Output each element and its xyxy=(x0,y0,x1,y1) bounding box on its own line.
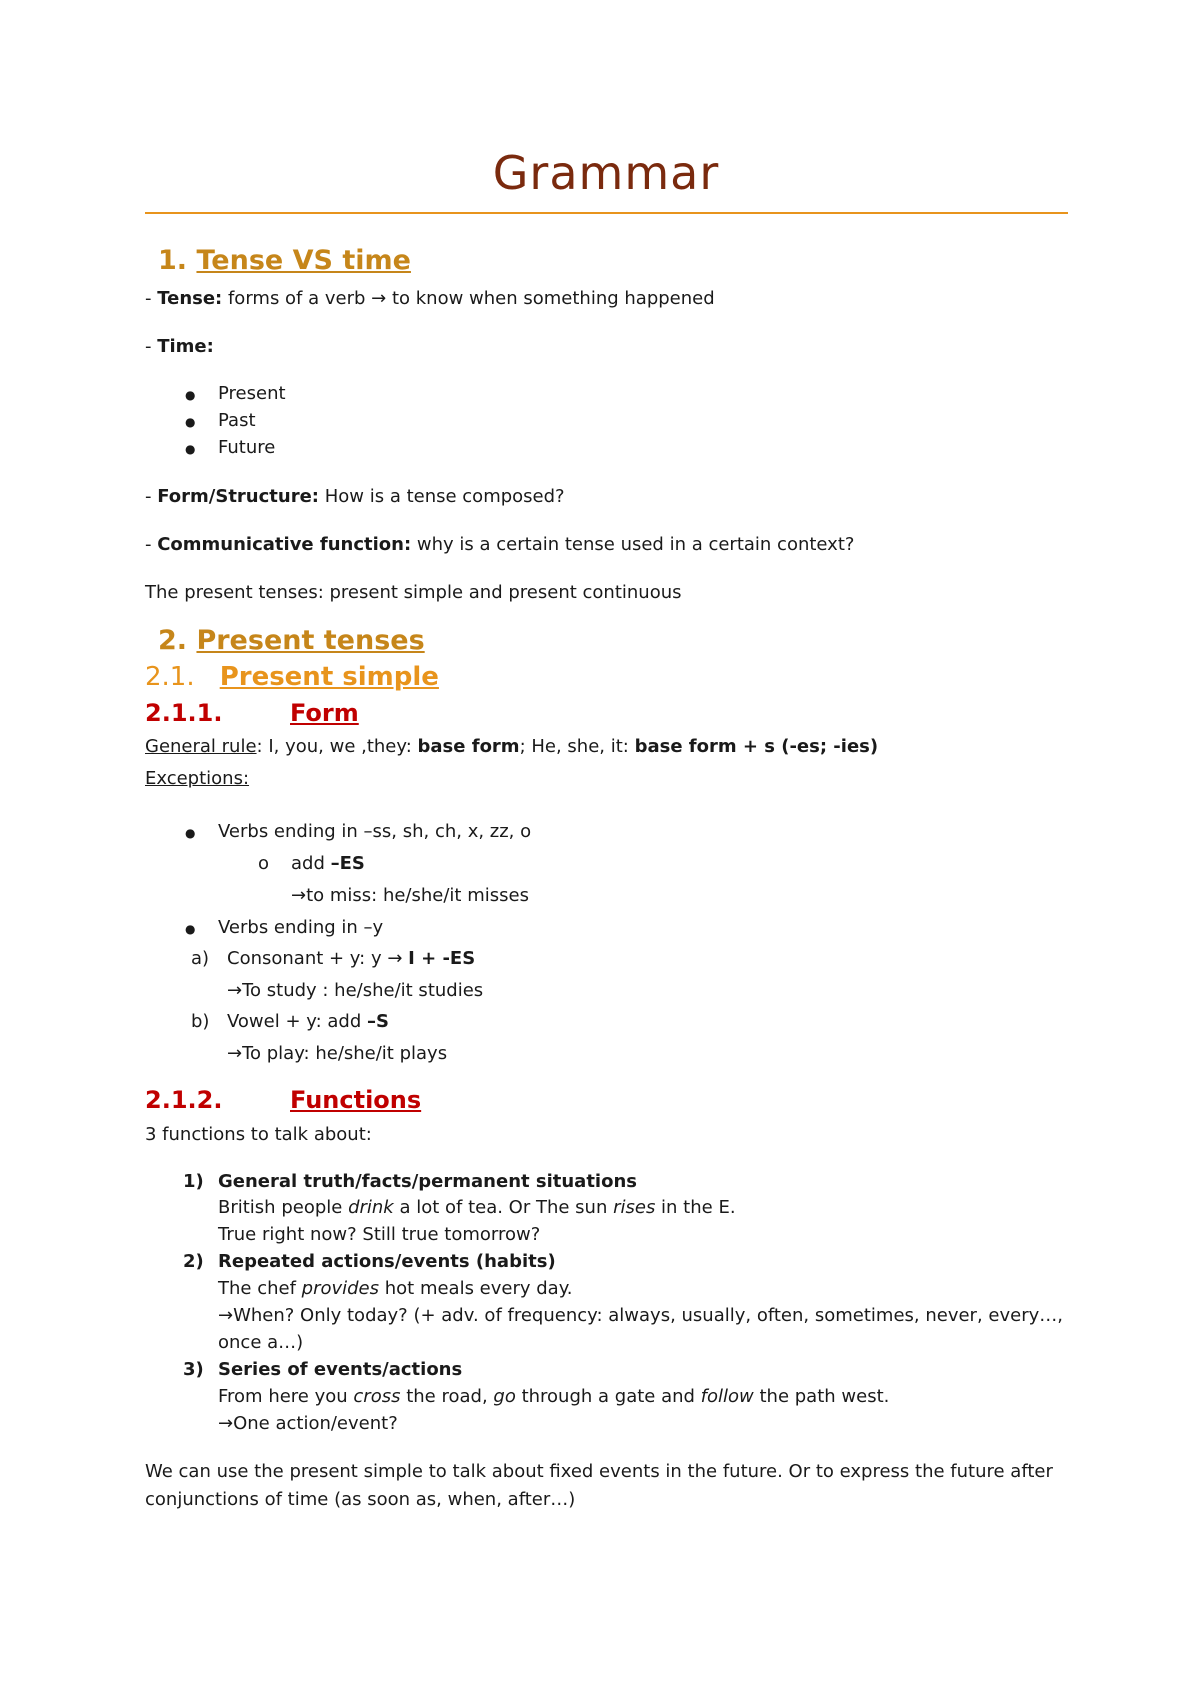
text: in the E. xyxy=(655,1197,736,1218)
function-2-question: →When? Only today? (+ adv. of frequency: always, usually, often, sometimes, never, every…, xyxy=(218,1305,1063,1326)
function-1-example xyxy=(218,1197,736,1219)
italic-verb: drink xyxy=(348,1197,394,1218)
communicative-function-definition xyxy=(145,534,854,556)
consonant-y-bold: I + -ES xyxy=(408,948,476,969)
text: the path west. xyxy=(753,1386,890,1407)
miss-example: →to miss: he/she/it misses xyxy=(291,885,529,906)
vowel-y-rule xyxy=(227,1011,389,1033)
bullet-icon: ● xyxy=(185,922,196,936)
functions-intro: 3 functions to talk about: xyxy=(145,1124,372,1145)
form-heading-text: Form xyxy=(290,699,359,727)
subsection-2-1-1-number: 2.1.1. xyxy=(145,699,223,727)
comm-text: why is a certain tense used in a certain context? xyxy=(411,534,855,555)
form-text: How is a tense composed? xyxy=(319,486,565,507)
subsection-2-1-number: 2.1. xyxy=(145,662,195,692)
tense-definition xyxy=(145,288,715,310)
time-bullet-1 xyxy=(185,383,195,406)
bullet-icon: ● xyxy=(185,388,196,402)
general-rule-mid: ; He, she, it: xyxy=(519,736,635,757)
base-form: base form xyxy=(417,736,520,757)
document-title: Grammar xyxy=(492,146,720,200)
tense-label: Tense: xyxy=(157,288,223,309)
study-example: →To study : he/she/it studies xyxy=(227,980,484,1001)
consonant-y-prefix: Consonant + y: y → xyxy=(227,948,409,969)
item-a-label: a) xyxy=(191,948,210,969)
dash: - xyxy=(145,336,158,357)
consonant-y-rule xyxy=(227,948,475,970)
general-rule-text: : I, you, we ,they: xyxy=(256,736,418,757)
text: The chef xyxy=(218,1278,302,1299)
general-rule-line xyxy=(145,736,878,758)
time-definition xyxy=(145,336,214,358)
italic-verb: rises xyxy=(613,1197,656,1218)
section-2-number: 2. xyxy=(158,625,188,656)
bullet-icon: ● xyxy=(185,826,196,840)
function-3-num: 3) xyxy=(183,1359,204,1380)
function-2-num: 2) xyxy=(183,1251,204,1272)
function-2-title-text: Repeated actions/events (habits) xyxy=(218,1251,556,1272)
closing-line-2: conjunctions of time (as soon as, when, after…) xyxy=(145,1489,576,1510)
dash: - xyxy=(145,534,158,555)
time-label: Time: xyxy=(157,336,214,357)
function-2-number xyxy=(183,1251,204,1273)
text: hot meals every day. xyxy=(379,1278,573,1299)
section-2-title: Present tenses xyxy=(196,625,425,656)
section-1-title: Tense VS time xyxy=(196,245,411,276)
bullet-icon: ● xyxy=(185,415,196,429)
text: From here you xyxy=(218,1386,354,1407)
function-3-example xyxy=(218,1386,889,1408)
add-es-line xyxy=(291,853,365,875)
time-item-past: Past xyxy=(218,410,256,431)
bullet-icon: ● xyxy=(185,442,196,456)
vowel-y-prefix: Vowel + y: add xyxy=(227,1011,367,1032)
italic-verb: provides xyxy=(301,1278,380,1299)
present-tenses-line: The present tenses: present simple and present continuous xyxy=(145,582,682,603)
function-1-num: 1) xyxy=(183,1171,204,1192)
verbs-ending-y: Verbs ending in –y xyxy=(218,917,384,938)
item-b-label: b) xyxy=(191,1011,210,1032)
tense-text: forms of a verb → to know when something happened xyxy=(222,288,715,309)
title-divider xyxy=(145,212,1068,214)
function-3-title-text: Series of events/actions xyxy=(218,1359,463,1380)
exceptions-label xyxy=(145,768,249,790)
dash: - xyxy=(145,288,158,309)
text: the road, xyxy=(400,1386,494,1407)
subsection-2-1-heading xyxy=(145,661,439,693)
function-2-question-cont: once a…) xyxy=(218,1332,304,1353)
function-2-title xyxy=(218,1251,556,1273)
subsection-2-1-1-title xyxy=(290,698,359,728)
function-3-title xyxy=(218,1359,462,1381)
closing-line-1: We can use the present simple to talk about fixed events in the future. Or to express the future after xyxy=(145,1461,1053,1482)
functions-heading-text: Functions xyxy=(290,1086,422,1114)
function-1-question: True right now? Still true tomorrow? xyxy=(218,1224,541,1245)
exception-bullet-2 xyxy=(185,917,195,940)
function-1-title-text: General truth/facts/permanent situations xyxy=(218,1171,637,1192)
vowel-y-bold: –S xyxy=(366,1011,389,1032)
general-rule-label: General rule xyxy=(145,736,257,757)
dash: - xyxy=(145,486,158,507)
section-1-heading xyxy=(158,245,411,277)
time-item-present: Present xyxy=(218,383,286,404)
add-es-prefix: add xyxy=(291,853,331,874)
italic-verb: follow xyxy=(700,1386,754,1407)
time-bullet-3 xyxy=(185,437,195,460)
italic-verb: cross xyxy=(353,1386,401,1407)
function-3-question: →One action/event? xyxy=(218,1413,398,1434)
time-bullet-2 xyxy=(185,410,195,433)
base-form-s: base form + s (-es; -ies) xyxy=(634,736,879,757)
sub-bullet-o: o xyxy=(258,853,270,874)
function-1-title xyxy=(218,1171,637,1193)
function-2-example xyxy=(218,1278,573,1300)
text: British people xyxy=(218,1197,349,1218)
italic-verb: go xyxy=(493,1386,516,1407)
text: a lot of tea. Or The sun xyxy=(393,1197,614,1218)
form-label: Form/Structure: xyxy=(157,486,319,507)
subsection-2-1-title: Present simple xyxy=(219,662,439,692)
section-2-heading xyxy=(158,625,425,657)
function-3-number xyxy=(183,1359,204,1381)
time-item-future: Future xyxy=(218,437,276,458)
verbs-ending-ss: Verbs ending in –ss, sh, ch, x, zz, o xyxy=(218,821,532,842)
text: through a gate and xyxy=(515,1386,701,1407)
function-1-number xyxy=(183,1171,204,1193)
play-example: →To play: he/she/it plays xyxy=(227,1043,448,1064)
exceptions-text: Exceptions: xyxy=(145,768,250,789)
comm-label: Communicative function: xyxy=(157,534,412,555)
subsection-2-1-2-number: 2.1.2. xyxy=(145,1086,223,1114)
section-1-number: 1. xyxy=(158,245,188,276)
exception-bullet-1 xyxy=(185,821,195,844)
subsection-2-1-2-title xyxy=(290,1085,421,1115)
form-structure-definition xyxy=(145,486,565,508)
add-es-bold: –ES xyxy=(330,853,365,874)
